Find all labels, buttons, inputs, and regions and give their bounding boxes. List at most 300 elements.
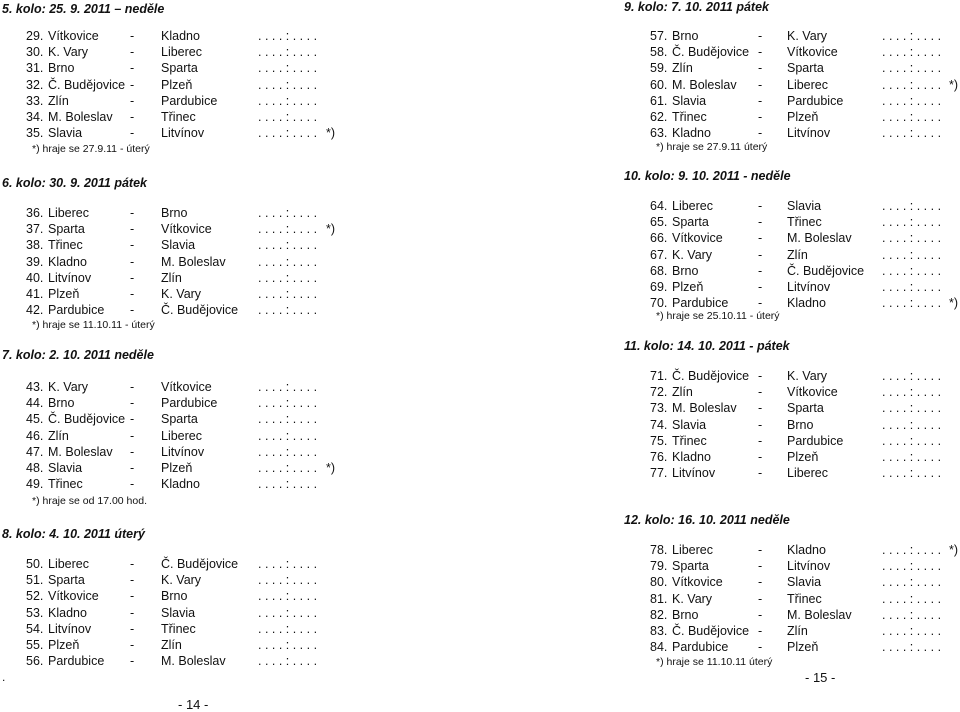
match-number: 77. [650,466,668,481]
home-team: Č. Budějovice [672,624,750,638]
dash-separator: - [130,573,135,588]
dash-separator: - [758,231,763,246]
home-team: Brno [672,29,699,43]
home-team: K. Vary [48,380,89,394]
result-blank: . . . . : . . . . [882,450,942,464]
footnote-mark: *) [326,461,336,475]
away-team: Pardubice [161,93,218,108]
away-team: Plzeň [161,77,193,92]
match-row [624,434,960,450]
dash-separator: - [130,222,135,237]
home-team: Slavia [672,93,707,108]
home-team: Slavia [48,461,83,475]
result-blank: . . . . : . . . . [258,126,318,141]
match-row [0,126,470,142]
match-row [624,94,960,110]
match-row [624,61,960,77]
match-number: 30. [26,45,44,60]
match-row [624,215,960,231]
dash-separator: - [130,654,135,669]
page-number-left: - 14 - [178,697,209,712]
result-blank: . . . . : . . . . [258,412,318,427]
away-team: Litvínov [161,126,205,141]
match-row [624,559,960,575]
match-number: 47. [26,444,44,459]
dash-separator: - [758,296,763,311]
home-team: Pardubice [48,654,105,669]
footnote-mark: *) [326,126,336,141]
away-team: Sparta [787,61,824,76]
dash-separator: - [130,605,135,620]
away-team: Zlín [161,270,182,285]
away-team: Zlín [161,638,182,652]
result-blank: . . . . : . . . . [882,543,942,557]
match-row [624,401,960,417]
match-row [0,110,470,126]
round-footnote: *) hraje se 11.10.11 úterý [656,656,773,668]
result-blank: . . . . : . . . . [882,401,942,416]
dash-separator: - [758,624,763,638]
match-number: 29. [26,29,44,43]
round-title: 9. kolo: 7. 10. 2011 pátek [624,0,769,14]
match-row [624,280,960,296]
dash-separator: - [758,93,763,108]
match-row [624,78,960,94]
match-number: 60. [650,77,668,92]
home-team: Plzeň [48,638,80,652]
match-row [0,606,470,622]
match-row [0,255,470,271]
result-blank: . . . . : . . . . [882,624,942,638]
home-team: Liberec [48,206,89,220]
away-team: K. Vary [787,29,828,43]
footnote-mark: *) [949,543,959,557]
match-row [0,45,470,61]
home-team: K. Vary [672,591,713,606]
home-team: M. Boleslav [48,110,113,124]
dash-separator: - [130,380,135,394]
home-team: Liberec [672,543,713,557]
result-blank: . . . . : . . . . [882,110,942,124]
match-row [624,575,960,591]
away-team: M. Boleslav [161,254,226,269]
away-team: Kladno [787,296,826,311]
dash-separator: - [130,270,135,285]
round-title: 8. kolo: 4. 10. 2011 úterý [2,527,145,541]
match-row [624,624,960,640]
match-number: 49. [26,477,44,492]
round-title: 6. kolo: 30. 9. 2011 pátek [2,176,147,190]
dash-separator: - [758,640,763,655]
dash-separator: - [758,110,763,124]
away-team: Třinec [787,215,822,230]
dash-separator: - [130,557,135,571]
round-footnote: *) hraje se 27.9.11 úterý [656,141,768,153]
home-team: Slavia [48,126,83,141]
result-blank: . . . . : . . . . [882,280,942,294]
match-number: 42. [26,303,44,318]
match-row [0,222,470,238]
match-row [624,264,960,280]
away-team: Č. Budějovice [161,557,239,571]
dash-separator: - [758,543,763,557]
dash-separator: - [130,621,135,636]
match-number: 66. [650,231,668,246]
result-blank: . . . . : . . . . [882,45,942,60]
result-blank: . . . . : . . . . [258,428,318,443]
match-row [0,29,470,45]
match-row [624,231,960,247]
result-blank: . . . . : . . . . [258,61,318,76]
match-number: 51. [26,573,44,588]
match-number: 54. [26,621,44,636]
dash-separator: - [758,199,763,213]
home-team: Brno [48,61,75,76]
away-team: Pardubice [787,433,844,448]
home-team: Plzeň [672,280,704,294]
match-number: 50. [26,557,44,571]
away-team: Zlín [787,624,808,638]
home-team: M. Boleslav [48,444,113,459]
home-team: Sparta [672,215,709,230]
footnote-mark: *) [326,222,336,237]
away-team: Slavia [787,575,822,590]
away-team: Brno [161,206,188,220]
footnote-mark: *) [949,296,959,311]
away-team: Plzeň [787,110,819,124]
match-number: 32. [26,77,44,92]
dash-separator: - [758,45,763,60]
result-blank: . . . . : . . . . [882,607,942,622]
match-row [0,445,470,461]
result-blank: . . . . : . . . . [258,110,318,124]
home-team: Litvínov [672,466,716,481]
home-team: Pardubice [672,640,729,655]
match-row [624,29,960,45]
match-number: 76. [650,450,668,464]
home-team: Vítkovice [48,29,99,43]
match-row [0,557,470,573]
round-footnote: *) hraje se od 17.00 hod. [32,495,147,507]
home-team: Pardubice [672,296,729,311]
away-team: Vítkovice [787,45,838,60]
match-row [0,654,470,670]
match-number: 61. [650,93,668,108]
result-blank: . . . . : . . . . [882,369,942,383]
home-team: Č. Budějovice [672,369,750,383]
away-team: Kladno [161,29,200,43]
match-number: 31. [26,61,44,76]
home-team: Brno [48,396,75,411]
dash-separator: - [130,206,135,220]
match-number: 40. [26,270,44,285]
home-team: K. Vary [48,45,89,60]
match-row [624,640,960,656]
match-number: 73. [650,401,668,416]
match-row [0,271,470,287]
result-blank: . . . . : . . . . [258,461,318,475]
home-team: Kladno [672,450,711,464]
match-row [0,287,470,303]
match-row [0,303,470,319]
away-team: Třinec [161,621,196,636]
match-number: 46. [26,428,44,443]
home-team: Kladno [48,605,87,620]
dash-separator: - [758,591,763,606]
dash-separator: - [758,559,763,574]
dash-separator: - [758,417,763,432]
home-team: Zlín [48,93,69,108]
away-team: Vítkovice [161,380,212,394]
dash-separator: - [130,126,135,141]
match-row [0,94,470,110]
home-team: Plzeň [48,287,80,301]
away-team: K. Vary [161,573,202,588]
dash-separator: - [758,369,763,383]
result-blank: . . . . : . . . . [882,575,942,590]
dash-separator: - [130,61,135,76]
result-blank: . . . . : . . . . [882,296,942,311]
home-team: Sparta [48,573,85,588]
away-team: Kladno [161,477,200,492]
home-team: Vítkovice [672,231,723,246]
home-team: Vítkovice [48,589,99,604]
result-blank: . . . . : . . . . [258,654,318,669]
dash-separator: - [130,29,135,43]
dash-separator: - [130,303,135,318]
match-number: 69. [650,280,668,294]
result-blank: . . . . : . . . . [882,559,942,574]
match-number: 41. [26,287,44,301]
result-blank: . . . . : . . . . [258,557,318,571]
match-number: 65. [650,215,668,230]
match-number: 67. [650,247,668,262]
result-blank: . . . . : . . . . [258,621,318,636]
match-number: 44. [26,396,44,411]
match-number: 58. [650,45,668,60]
result-blank: . . . . : . . . . [882,231,942,246]
away-team: Č. Budějovice [161,303,239,318]
result-blank: . . . . : . . . . [882,385,942,400]
dash-separator: - [130,254,135,269]
match-row [624,543,960,559]
round-footnote: *) hraje se 27.9.11 - úterý [32,143,150,155]
dash-separator: - [130,444,135,459]
away-team: Třinec [161,110,196,124]
match-number: 83. [650,624,668,638]
home-team: Třinec [48,477,83,492]
match-number: 84. [650,640,668,655]
match-row [624,592,960,608]
match-number: 78. [650,543,668,557]
home-team: Litvínov [48,621,92,636]
home-team: Brno [672,607,699,622]
result-blank: . . . . : . . . . [258,444,318,459]
round-title: 7. kolo: 2. 10. 2011 neděle [2,348,154,362]
dash-separator: - [758,433,763,448]
home-team: Zlín [672,385,693,400]
result-blank: . . . . : . . . . [258,93,318,108]
match-number: 38. [26,238,44,253]
dash-separator: - [130,110,135,124]
away-team: Litvínov [787,126,831,141]
match-row [624,608,960,624]
match-number: 82. [650,607,668,622]
dash-separator: - [758,215,763,230]
match-row [624,450,960,466]
away-team: Liberec [161,428,202,443]
result-blank: . . . . : . . . . [882,126,942,141]
home-team: Kladno [48,254,87,269]
result-blank: . . . . : . . . . [258,638,318,652]
match-row [0,477,470,493]
dash-separator: - [130,412,135,427]
dash-separator: - [130,477,135,492]
match-number: 57. [650,29,668,43]
result-blank: . . . . : . . . . [258,254,318,269]
away-team: Sparta [161,61,198,76]
match-number: 33. [26,93,44,108]
result-blank: . . . . : . . . . [258,45,318,60]
match-row [624,126,960,142]
match-row [624,199,960,215]
round-title: 12. kolo: 16. 10. 2011 neděle [624,513,790,527]
match-row [0,78,470,94]
result-blank: . . . . : . . . . [258,573,318,588]
away-team: Liberec [787,466,828,481]
away-team: Brno [161,589,188,604]
away-team: K. Vary [161,287,202,301]
match-row [0,206,470,222]
match-number: 55. [26,638,44,652]
dash-separator: - [130,589,135,604]
away-team: Pardubice [161,396,218,411]
match-row [0,429,470,445]
away-team: Slavia [787,199,822,213]
result-blank: . . . . : . . . . [258,303,318,318]
match-number: 68. [650,263,668,278]
home-team: K. Vary [672,247,713,262]
dash-separator: - [758,263,763,278]
result-blank: . . . . : . . . . [882,263,942,278]
result-blank: . . . . : . . . . [258,380,318,394]
match-number: 64. [650,199,668,213]
away-team: Pardubice [787,93,844,108]
match-row [0,412,470,428]
home-team: M. Boleslav [672,77,737,92]
dash-separator: - [758,450,763,464]
result-blank: . . . . : . . . . [882,433,942,448]
match-row [0,638,470,654]
home-team: Třinec [48,238,83,253]
away-team: Slavia [161,605,196,620]
dash-separator: - [758,247,763,262]
home-team: Č. Budějovice [672,45,750,60]
dash-separator: - [130,461,135,475]
match-row [624,385,960,401]
dash-separator: - [758,77,763,92]
away-team: Vítkovice [787,385,838,400]
dash-separator: - [130,428,135,443]
result-blank: . . . . : . . . . [882,247,942,262]
result-blank: . . . . : . . . . [882,93,942,108]
away-team: Slavia [161,238,196,253]
away-team: M. Boleslav [787,607,852,622]
match-number: 71. [650,369,668,383]
match-number: 75. [650,433,668,448]
result-blank: . . . . : . . . . [882,640,942,655]
round-title: 5. kolo: 25. 9. 2011 – neděle [2,2,165,16]
match-number: 62. [650,110,668,124]
dash-separator: - [758,607,763,622]
match-number: 56. [26,654,44,669]
home-team: Sparta [48,222,85,237]
dash-separator: - [758,466,763,481]
dash-separator: - [758,385,763,400]
result-blank: . . . . : . . . . [258,222,318,237]
dash-separator: - [758,280,763,294]
away-team: Třinec [787,591,822,606]
away-team: Sparta [787,401,824,416]
result-blank: . . . . : . . . . [258,396,318,411]
match-number: 45. [26,412,44,427]
result-blank: . . . . : . . . . [882,29,942,43]
home-team: Pardubice [48,303,105,318]
match-number: 39. [26,254,44,269]
dash-separator: - [130,77,135,92]
dash-separator: - [758,29,763,43]
match-number: 70. [650,296,668,311]
match-row [0,622,470,638]
home-team: M. Boleslav [672,401,737,416]
result-blank: . . . . : . . . . [258,206,318,220]
match-row [624,369,960,385]
home-team: Sparta [672,559,709,574]
dash-separator: - [758,401,763,416]
match-number: 35. [26,126,44,141]
match-number: 52. [26,589,44,604]
dash-separator: - [130,287,135,301]
away-team: Plzeň [787,450,819,464]
match-number: 36. [26,206,44,220]
round-footnote: *) hraje se 11.10.11 - úterý [32,319,155,331]
match-number: 48. [26,461,44,475]
match-number: 63. [650,126,668,141]
match-number: 34. [26,110,44,124]
home-team: Kladno [672,126,711,141]
match-row [624,418,960,434]
dash-separator: - [130,45,135,60]
match-number: 74. [650,417,668,432]
match-row [0,380,470,396]
match-number: 37. [26,222,44,237]
away-team: K. Vary [787,369,828,383]
match-row [0,589,470,605]
match-number: 59. [650,61,668,76]
match-row [0,396,470,412]
away-team: Sparta [161,412,198,427]
away-team: Liberec [787,77,828,92]
match-number: 53. [26,605,44,620]
away-team: Brno [787,417,814,432]
result-blank: . . . . : . . . . [258,29,318,43]
result-blank: . . . . : . . . . [258,605,318,620]
dash-separator: - [758,126,763,141]
result-blank: . . . . : . . . . [258,477,318,492]
result-blank: . . . . : . . . . [882,466,942,481]
away-team: Litvínov [787,559,831,574]
match-number: 80. [650,575,668,590]
